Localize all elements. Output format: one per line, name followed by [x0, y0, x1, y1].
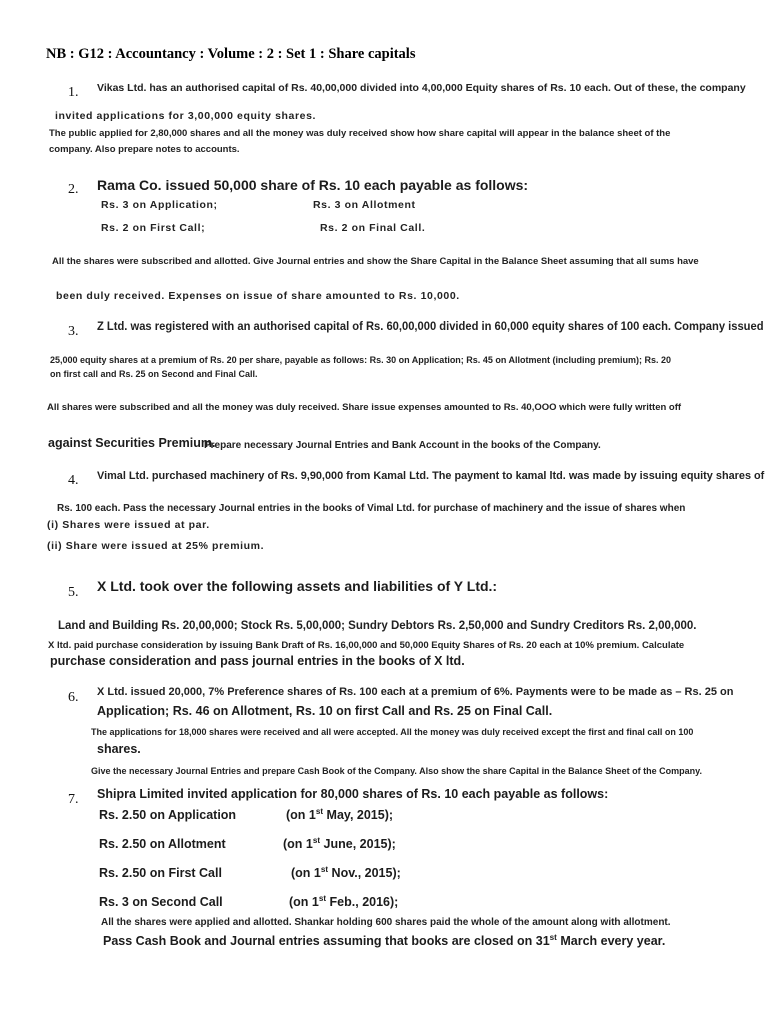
question-3-number: 3. — [68, 324, 79, 339]
question-2-number: 2. — [68, 182, 79, 197]
q2-line-1: Rama Co. issued 50,000 share of Rs. 10 each payable as follows: — [97, 177, 529, 193]
q7-first-call-date: (on 1st Nov., 2015); — [291, 864, 401, 880]
q7-second-call: Rs. 3 on Second Call — [99, 895, 223, 909]
question-6-number: 6. — [68, 690, 79, 705]
q3-line-5: against Securities Premium. — [48, 436, 216, 450]
question-1-number: 1. — [68, 85, 79, 100]
q4-line-2: Rs. 100 each. Pass the necessary Journal entries in the books of Vimal Ltd. for purchase of machinery and the issue of shares when — [57, 503, 686, 514]
q7-first-call: Rs. 2.50 on First Call — [99, 866, 222, 880]
q2-final-call: Rs. 2 on Final Call. — [320, 222, 426, 234]
q2-line-7: been duly received. Expenses on issue of share amounted to Rs. 10,000. — [56, 290, 460, 302]
q5-line-1: X Ltd. took over the following assets and liabilities of Y Ltd.: — [97, 578, 498, 594]
q3-line-3: on first call and Rs. 25 on Second and Final Call. — [50, 369, 258, 379]
q1-line-3: The public applied for 2,80,000 shares and all the money was duly received show how share capital will appear in the balance sheet of the — [49, 128, 671, 139]
q4-line-3: (i) Shares were issued at par. — [47, 519, 210, 531]
page-title: NB : G12 : Accountancy : Volume : 2 : Set 1 : Share capitals — [46, 46, 416, 62]
question-5-number: 5. — [68, 585, 79, 600]
q6-line-4: shares. — [97, 742, 141, 756]
q5-line-2: Land and Building Rs. 20,00,000; Stock Rs. 5,00,000; Sundry Debtors Rs. 2,50,000 and Sundry Creditors Rs. 2,00,000. — [58, 620, 697, 632]
q2-line-6: All the shares were subscribed and allotted. Give Journal entries and show the Share Capital in the Balance Sheet assuming that all sums have — [52, 256, 699, 267]
question-4-number: 4. — [68, 473, 79, 488]
question-7-number: 7. — [68, 792, 79, 807]
q7-line-7: Pass Cash Book and Journal entries assuming that books are closed on 31st March every year. — [103, 932, 666, 948]
q1-line-1: Vikas Ltd. has an authorised capital of Rs. 40,00,000 divided into 4,00,000 Equity shares of Rs. 10 each. Out of these, the company — [97, 82, 746, 94]
q3-line-6: Prepare necessary Journal Entries and Bank Account in the books of the Company. — [204, 440, 601, 451]
q5-line-3: X ltd. paid purchase consideration by issuing Bank Draft of Rs. 16,00,000 and 50,000 Equity Shares of Rs. 20 each at 10% premium. Calculate — [48, 640, 685, 651]
q1-line-2: invited applications for 3,00,000 equity shares. — [55, 110, 317, 122]
q6-line-5: Give the necessary Journal Entries and prepare Cash Book of the Company. Also show the share Capital in the Balance Sheet of the Company. — [91, 766, 702, 776]
q3-line-1: Z Ltd. was registered with an authorised capital of Rs. 60,00,000 divided in 60,000 equity shares of 100 each. Company issued — [97, 321, 764, 333]
q6-line-2: Application; Rs. 46 on Allotment, Rs. 10 on first Call and Rs. 25 on Final Call. — [97, 704, 553, 718]
q2-first-call: Rs. 2 on First Call; — [101, 222, 206, 234]
q7-line-6: All the shares were applied and allotted. Shankar holding 600 shares paid the whole of the amount along with allotment. — [101, 917, 671, 928]
q7-application: Rs. 2.50 on Application — [99, 808, 237, 822]
q4-line-1: Vimal Ltd. purchased machinery of Rs. 9,90,000 from Kamal Ltd. The payment to kamal ltd. was made by issuing equity shares of — [97, 470, 765, 482]
q2-allotment: Rs. 3 on Allotment — [313, 199, 416, 211]
q3-line-2: 25,000 equity shares at a premium of Rs. 20 per share, payable as follows: Rs. 30 on Application; Rs. 45 on Allotment (including premium); Rs. 20 — [50, 355, 671, 365]
q2-application: Rs. 3 on Application; — [101, 199, 218, 211]
q7-second-call-date: (on 1st Feb., 2016); — [289, 893, 399, 909]
q6-line-3: The applications for 18,000 shares were received and all were accepted. All the money was duly received except the first and final call on 100 — [91, 727, 694, 737]
q3-line-4: All shares were subscribed and all the money was duly received. Share issue expenses amounted to Rs. 40,OOO which were fully written off — [47, 402, 682, 413]
q7-line-1: Shipra Limited invited application for 80,000 shares of Rs. 10 each payable as follows: — [97, 787, 609, 801]
q7-allotment: Rs. 2.50 on Allotment — [99, 837, 226, 851]
q7-allotment-date: (on 1st June, 2015); — [283, 835, 396, 851]
q5-line-4: purchase consideration and pass journal entries in the books of X ltd. — [50, 654, 465, 668]
q6-line-1: X Ltd. issued 20,000, 7% Preference shares of Rs. 100 each at a premium of 6%. Payments were to be made as – Rs. 25 on — [97, 686, 734, 698]
q4-line-4: (ii) Share were issued at 25% premium. — [47, 540, 265, 552]
q7-application-date: (on 1st May, 2015); — [286, 806, 394, 822]
q1-line-4: company. Also prepare notes to accounts. — [49, 144, 240, 155]
